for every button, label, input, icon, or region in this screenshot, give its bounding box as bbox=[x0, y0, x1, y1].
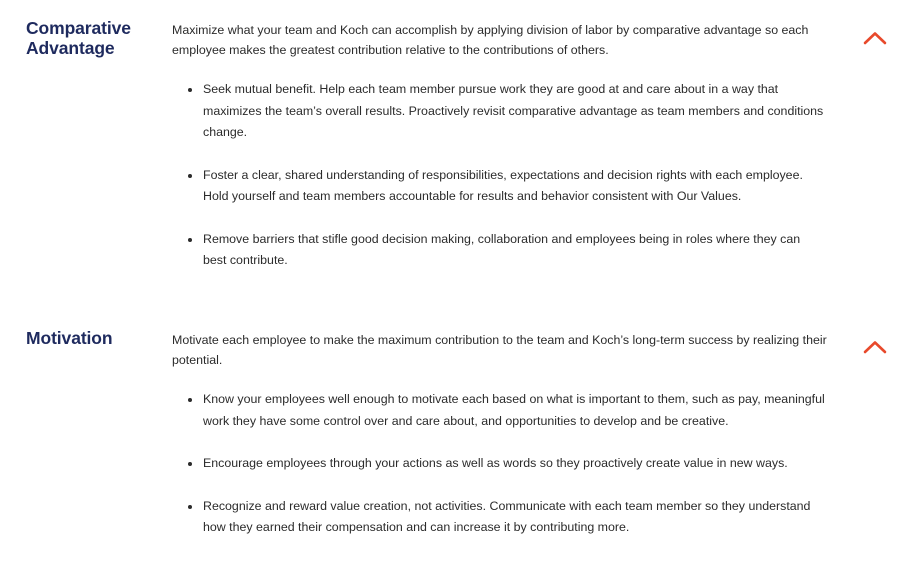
section-intro: Maximize what your team and Koch can accomplish by applying division of labor by comparative advantage so each employee makes the greatest contribution relative to the contributions of others. bbox=[172, 23, 809, 57]
list-item: Remove barriers that stifle good decision making, collaboration and employees being in roles where they can best contribute. bbox=[186, 229, 826, 272]
list-item: Seek mutual benefit. Help each team member pursue work they are good at and care about in a way that maximizes the team’s overall results. Proactively revisit comparative advantage as team members and conditions change. bbox=[186, 79, 826, 144]
chevron-up-icon[interactable] bbox=[863, 31, 887, 45]
list-item: Know your employees well enough to motivate each based on what is important to them, such as pay, meaningful work they have some control over and care about, and opportunities to develop and be creative. bbox=[186, 389, 826, 432]
bullet-list bbox=[186, 79, 826, 293]
section-intro: Motivate each employee to make the maximum contribution to the team and Koch’s long-term success by realizing their potential. bbox=[172, 333, 827, 367]
chevron-up-icon[interactable] bbox=[863, 340, 887, 354]
section-title: Comparative Advantage bbox=[26, 18, 131, 58]
bullet-list bbox=[186, 389, 826, 560]
section-title: Motivation bbox=[26, 328, 113, 348]
list-item: Encourage employees through your actions as well as words so they proactively create value in new ways. bbox=[186, 453, 826, 475]
list-item: Foster a clear, shared understanding of responsibilities, expectations and decision rights with each employee. Hold yourself and team members accountable for results and behavior consistent with Our Values. bbox=[186, 165, 826, 208]
list-item: Recognize and reward value creation, not activities. Communicate with each team member so they understand how they earned their compensation and can increase it by contributing more. bbox=[186, 496, 826, 539]
